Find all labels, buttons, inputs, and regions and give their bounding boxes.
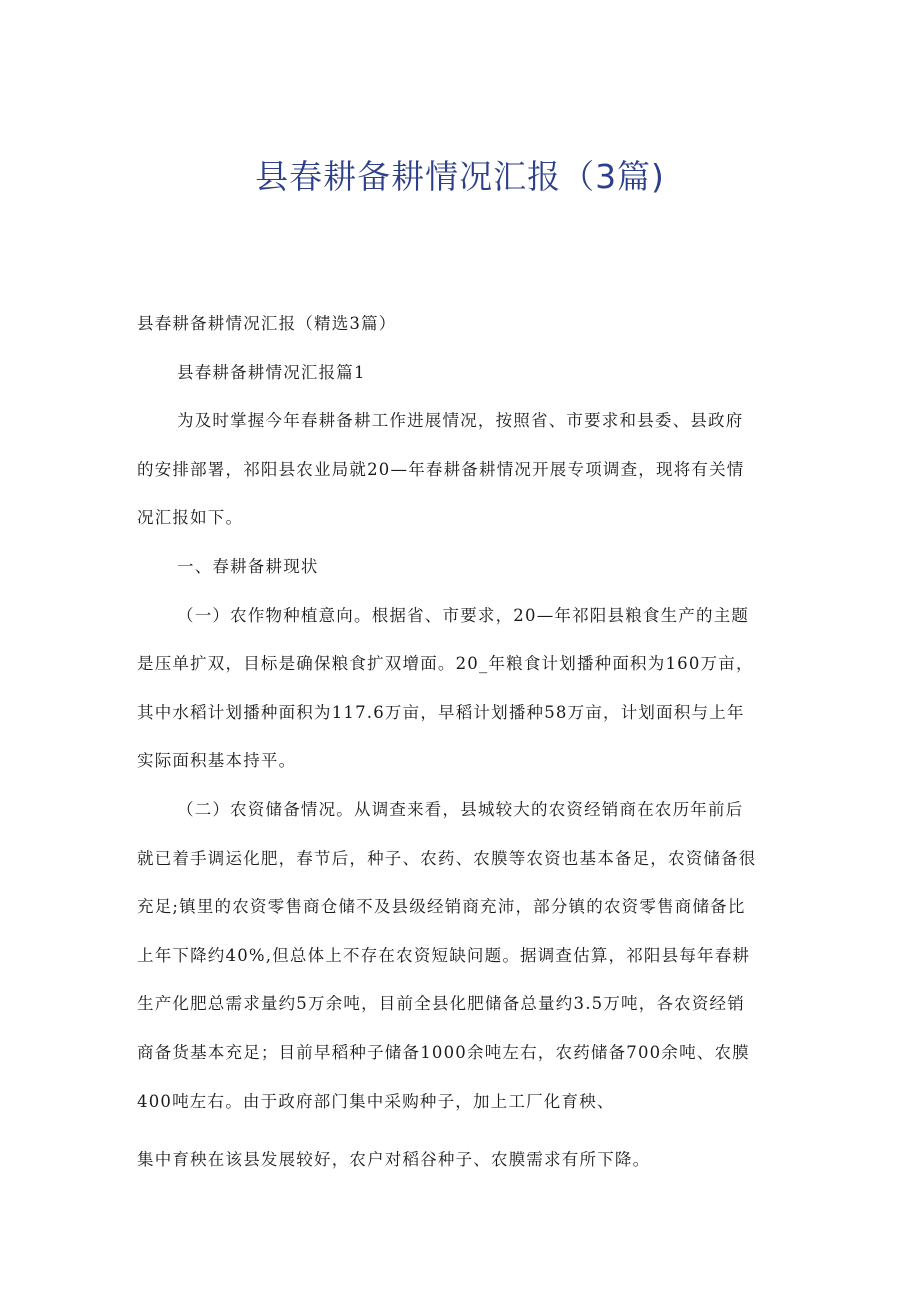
paragraph-line: 充足;镇里的农资零售商仓储不及县级经销商充沛，部分镇的农资零售商储备比 — [137, 897, 746, 917]
document-title: 县春耕备耕情况汇报（3篇) — [255, 157, 665, 196]
paragraph-line: 为及时掌握今年春耕备耕工作进展情况，按照省、市要求和县委、县政府 — [177, 411, 744, 431]
paragraph-line: 的安排部署，祁阳县农业局就20—年春耕备耕情况开展专项调查，现将有关情 — [137, 459, 745, 479]
paragraph-line: （一）农作物种植意向。根据省、市要求，20—年祁阳县粮食生产的主题 — [177, 605, 750, 625]
paragraph-line: 集中育秧在该县发展较好，农户对稻谷种子、农膜需求有所下降。 — [137, 1150, 651, 1170]
paragraph-line: 生产化肥总需求量约5万余吨，目前全县化肥储备总量约3.5万吨，各农资经销 — [137, 994, 745, 1014]
subtitle-line: 县春耕备耕情况汇报（精选3篇） — [137, 314, 397, 333]
paragraph-line: （二）农资储备情况。从调查来看，县城较大的农资经销商在农历年前后 — [177, 799, 744, 819]
paragraph-line: 是压单扩双，目标是确保粮食扩双增面。20_年粮食计划播种面积为160万亩， — [137, 654, 754, 674]
paragraph-line: 400吨左右。由于政府部门集中采购种子，加上工厂化育秧、 — [137, 1091, 615, 1111]
document-body — [137, 308, 787, 1200]
paragraph-line: 况汇报如下。 — [137, 508, 244, 528]
paragraph-line: 其中水稻计划播种面积为117.6万亩，早稻计划播种58万亩，计划面积与上年 — [137, 702, 745, 722]
section-heading: 一、春耕备耕现状 — [177, 556, 319, 576]
section-heading: 县春耕备耕情况汇报篇1 — [177, 362, 366, 382]
paragraph-line: 就已着手调运化肥，春节后，种子、农药、农膜等农资也基本备足，农资储备很 — [137, 848, 757, 868]
paragraph-line: 上年下降约40%,但总体上不存在农资短缺问题。据调查估算，祁阳县每年春耕 — [137, 945, 751, 965]
paragraph-line: 实际面积基本持平。 — [137, 751, 297, 771]
paragraph-line: 商备货基本充足；目前早稻种子储备1000余吨左右，农药储备700余吨、农膜 — [137, 1042, 750, 1062]
